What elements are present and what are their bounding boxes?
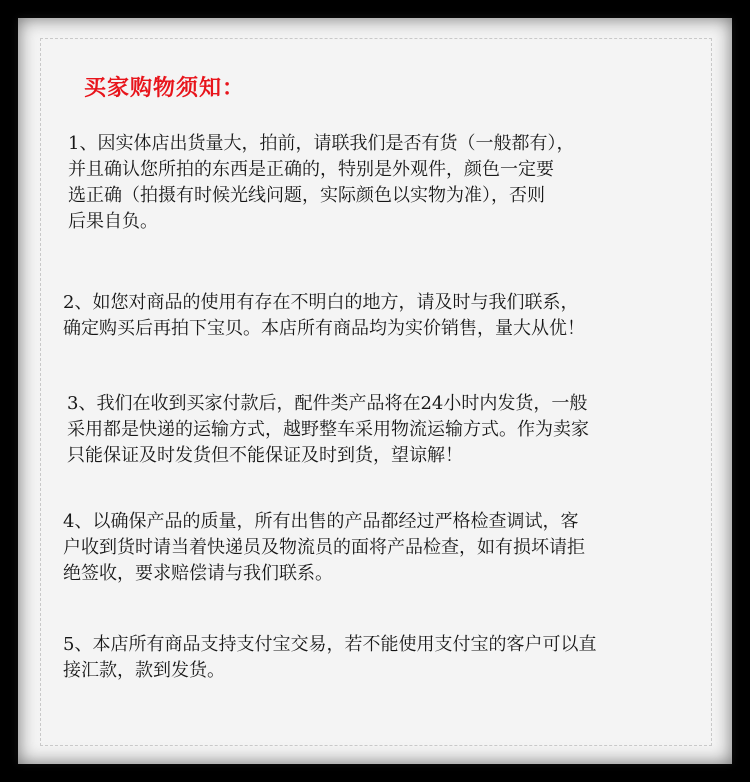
notice-line: 5、本店所有商品支持支付宝交易，若不能使用支付宝的客户可以直 [63, 634, 597, 655]
notice-line: 采用都是快递的运输方式，越野整车采用物流运输方式。作为卖家 [67, 419, 589, 440]
notice-line: 确定购买后再拍下宝贝。本店所有商品均为实价销售，量大从优！ [63, 318, 585, 339]
notice-line: 接汇款，款到发货。 [63, 660, 225, 681]
notice-item-4 [63, 509, 585, 587]
notice-line: 2、如您对商品的使用有存在不明白的地方，请及时与我们联系， [63, 292, 579, 313]
notice-line: 并且确认您所拍的东西是正确的，特别是外观件，颜色一定要 [68, 159, 554, 180]
notice-item-3 [67, 391, 589, 469]
notice-line: 3、我们在收到买家付款后，配件类产品将在24小时内发货，一般 [67, 393, 588, 414]
notice-line: 绝签收，要求赔偿请与我们联系。 [63, 563, 333, 584]
notice-item-1 [68, 131, 574, 235]
notice-line: 户收到货时请当着快递员及物流员的面将产品检查，如有损坏请拒 [63, 537, 585, 558]
notice-item-5 [63, 632, 596, 684]
notice-line: 4、以确保产品的质量，所有出售的产品都经过严格检查调试，客 [63, 511, 579, 532]
notice-line: 只能保证及时发货但不能保证及时到货，望谅解！ [67, 445, 463, 466]
notice-line: 选正确（拍摄有时候光线问题，实际颜色以实物为准），否则 [68, 185, 545, 206]
notice-sheet [18, 18, 732, 764]
notice-line: 1、因实体店出货量大，拍前，请联我们是否有货（一般都有）， [68, 133, 575, 154]
notice-line: 后果自负。 [68, 211, 158, 232]
notice-title: 买家购物须知： [84, 76, 246, 101]
notice-item-2 [63, 290, 585, 342]
